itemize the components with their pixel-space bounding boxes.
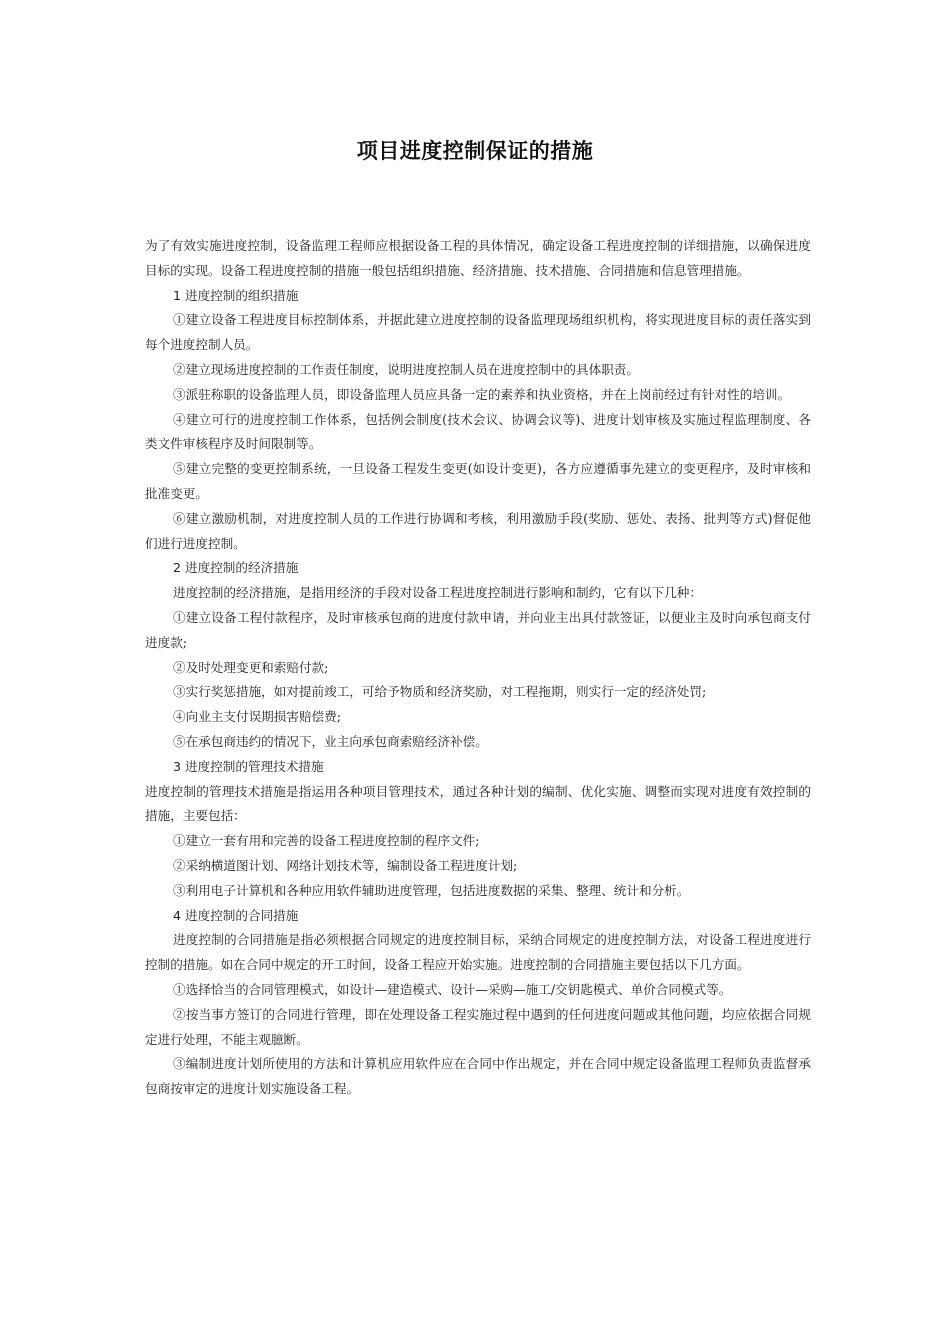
paragraph: ③利用电子计算机和各种应用软件辅助进度管理，包括进度数据的采集、整理、统计和分析。 <box>173 882 690 898</box>
paragraph: ②按当事方签订的合同进行管理，即在处理设备工程实施过程中遇到的任何进度问题或其他问题，均应依据合同规定进行处理，不能主观臆断。 <box>145 1006 811 1047</box>
paragraph: ③实行奖惩措施，如对提前竣工，可给予物质和经济奖励，对工程拖期，则实行一定的经济处罚; <box>173 684 707 700</box>
paragraph: ②采纳横道图计划、网络计划技术等，编制设备工程进度计划; <box>173 857 518 873</box>
section-heading-economic: 2 进度控制的经济措施 <box>173 560 299 576</box>
paragraph: ③编制进度计划所使用的方法和计算机应用软件应在合同中作出规定，并在合同中规定设备监理工程师负责监督承包商按审定的进度计划实施设备工程。 <box>145 1056 811 1097</box>
paragraph: ⑥建立激励机制，对进度控制人员的工作进行协调和考核，利用激励手段(奖励、惩处、表扬、批判等方式)督促他们进行进度控制。 <box>145 510 811 551</box>
paragraph: ②建立现场进度控制的工作责任制度，说明进度控制人员在进度控制中的具体职责。 <box>173 361 639 377</box>
document-title: 项目进度控制保证的措施 <box>356 139 594 163</box>
paragraph: ③派驻称职的设备监理人员，即设备监理人员应具备一定的素养和执业资格，并在上岗前经过有针对性的培训。 <box>173 386 791 402</box>
paragraph: 进度控制的经济措施，是指用经济的手段对设备工程进度控制进行影响和制约，它有以下几种： <box>173 585 702 601</box>
section-heading-organization: 1 进度控制的组织措施 <box>173 287 299 303</box>
paragraph: ⑤建立完整的变更控制系统，一旦设备工程发生变更(如设计变更)，各方应遵循事先建立的变更程序，及时审核和批准变更。 <box>145 461 811 501</box>
paragraph: ①建立一套有用和完善的设备工程进度控制的程序文件; <box>173 833 480 849</box>
paragraph: 进度控制的管理技术措施是指运用各种项目管理技术，通过各种计划的编制、优化实施、调整而实现对进度有效控制的措施，主要包括： <box>145 783 811 824</box>
intro-paragraph: 为了有效实施进度控制，设备监理工程师应根据设备工程的具体情况，确定设备工程进度控制的详细措施，以确保进度目标的实现。设备工程进度控制的措施一般包括组织措施、经济措施、技术措施、合同措施和信息管理措施。 <box>145 238 811 278</box>
paragraph: ⑤在承包商违约的情况下，业主向承包商索赔经济补偿。 <box>173 733 488 749</box>
paragraph: ④建立可行的进度控制工作体系，包括例会制度(技术会议、协调会议等)、进度计划审核及实施过程监理制度、各类文件审核程序及时间限制等。 <box>145 411 811 452</box>
paragraph: ①选择恰当的合同管理模式，如设计—建造模式、设计—采购—施工/交钥匙模式、单价合同模式等。 <box>173 981 732 997</box>
paragraph: ②及时处理变更和索赔付款; <box>173 659 329 675</box>
paragraph: 进度控制的合同措施是指必须根据合同规定的进度控制目标，采纳合同规定的进度控制方法，对设备工程进度进行控制的措施。如在合同中规定的开工时间，设备工程应开始实施。进度控制的合同措施主要包括以下几方面。 <box>145 932 811 973</box>
section-heading-contract: 4 进度控制的合同措施 <box>173 907 299 923</box>
paragraph: ①建立设备工程进度目标控制体系，并据此建立进度控制的设备监理现场组织机构，将实现进度目标的责任落实到每个进度控制人员。 <box>145 312 811 353</box>
paragraph: ①建立设备工程付款程序，及时审核承包商的进度付款申请，并向业主出具付款签证，以便业主及时向承包商支付进度款; <box>145 609 811 650</box>
section-heading-technical: 3 进度控制的管理技术措施 <box>173 758 324 774</box>
paragraph: ④向业主支付误期损害赔偿费; <box>173 709 341 725</box>
document-body <box>145 234 811 1102</box>
